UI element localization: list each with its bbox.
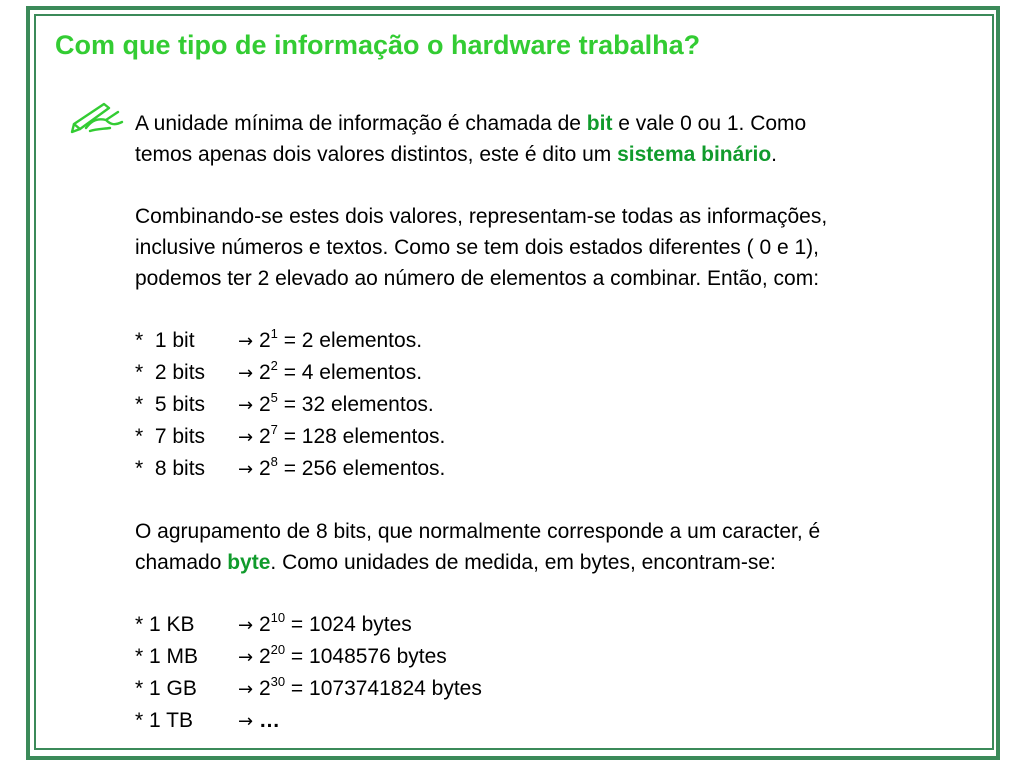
paragraph-combine-line-1: Combinando-se estes dois valores, representam-se todas as informações, [135,205,828,228]
arrow-right-icon: → [238,363,254,384]
text-segment: e vale 0 ou 1. Como [612,112,807,135]
slide-title: Com que tipo de informação o hardware trabalha? [55,30,701,60]
arrow-right-icon: → [238,331,254,352]
unit-row-label: * 1 GB [135,677,197,700]
power-exponent: 2 [270,358,278,373]
text-segment: . [771,143,777,166]
power-exponent: 1 [270,326,278,341]
power-base: 2 [258,613,271,636]
unit-row-label: * 1 MB [135,645,199,668]
bits-row-label: * 7 bits [135,425,206,448]
bits-row-formula [238,357,422,389]
paragraph-bit-line-2 [135,139,995,170]
text-segment: . Como unidades de medida, em bytes, encontram-se: [270,551,776,574]
power-base: 2 [258,457,271,480]
unit-row-label: * 1 TB [135,709,193,732]
power-result: = 128 elementos. [277,425,446,448]
power-base: 2 [258,361,271,384]
bits-row-label: * 8 bits [135,457,206,480]
power-base: 2 [258,393,271,416]
bits-row [135,389,995,421]
bits-row-formula [238,453,445,485]
paragraph-combine-line-2: inclusive números e textos. Como se tem dois estados diferentes ( 0 e 1), [135,236,819,259]
units-list [135,609,995,737]
power-base: 2 [258,329,271,352]
unit-row-formula [238,609,412,641]
unit-row-formula [238,673,482,705]
bits-row-label: * 2 bits [135,361,206,384]
bits-row-formula [238,421,445,453]
unit-row-label: * 1 KB [135,613,195,636]
bits-row [135,357,995,389]
unit-row [135,705,995,737]
bits-row-formula [238,389,434,421]
bits-row [135,421,995,453]
power-base: 2 [258,645,271,668]
power-base: 2 [258,425,271,448]
power-result: = 2 elementos. [277,329,423,352]
bits-row-formula [238,325,422,357]
unit-row [135,609,995,641]
paragraph-byte-line-2 [135,547,995,578]
power-exponent: 10 [270,610,286,625]
power-result: = 1048576 bytes [285,645,447,668]
unit-row [135,673,995,705]
power-base: 2 [258,677,271,700]
term-byte: byte [227,551,271,574]
bits-row-label: * 1 bit [135,329,195,352]
paragraph-bit-line-1 [135,108,995,139]
bits-row [135,453,995,485]
paragraph-byte-line-1: O agrupamento de 8 bits, que normalmente corresponde a um caracter, é [135,520,821,543]
term-sistema-binario: sistema binário [617,143,772,166]
paragraph-combine-line-3: podemos ter 2 elevado ao número de elementos a combinar. Então, com: [135,267,820,290]
bits-row-label: * 5 bits [135,393,206,416]
power-result: = 1024 bytes [285,613,412,636]
power-exponent: 5 [270,390,278,405]
unit-row [135,641,995,673]
power-result: = 4 elementos. [277,361,423,384]
arrow-right-icon: → [238,459,254,480]
arrow-right-icon: → [238,647,254,668]
text-segment: chamado [135,551,228,574]
bits-list [135,325,995,485]
arrow-right-icon: → [238,711,254,732]
arrow-right-icon: → [238,615,254,636]
power-exponent: 20 [270,642,286,657]
power-exponent: 30 [270,674,286,689]
writing-hand-pen-icon [70,98,124,134]
text-segment: temos apenas dois valores distintos, este é dito um [135,143,618,166]
arrow-right-icon: → [238,679,254,700]
term-bit: bit [586,112,613,135]
text-segment: A unidade mínima de informação é chamada de [135,112,587,135]
power-result: = 32 elementos. [277,393,434,416]
unit-row-formula [238,641,447,673]
power-result: = 1073741824 bytes [285,677,482,700]
power-exponent: 8 [270,454,278,469]
power-result: … [258,709,280,732]
bits-row [135,325,995,357]
unit-row-formula [238,705,280,737]
power-result: = 256 elementos. [277,457,446,480]
arrow-right-icon: → [238,395,254,416]
power-exponent: 7 [270,422,278,437]
slide-body [135,108,995,737]
arrow-right-icon: → [238,427,254,448]
